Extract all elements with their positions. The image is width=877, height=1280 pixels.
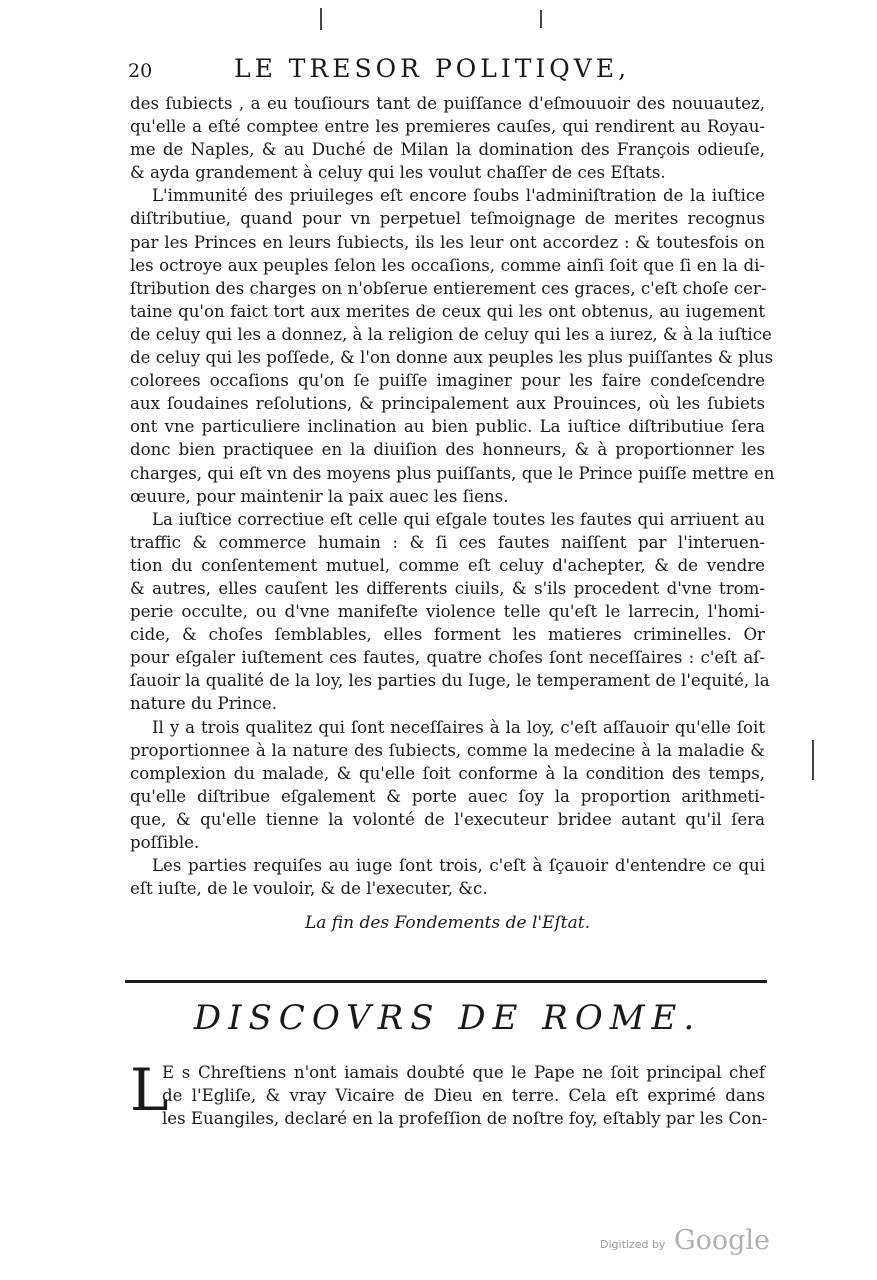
text-line: que, & qu'elle tienne la volonté de l'executeur bridee autant qu'il ſera [130, 809, 765, 829]
text-line: colorees occaſions qu'on ſe puiſſe imaginer pour les faire condeſcendre [130, 371, 765, 391]
section-divider [125, 980, 767, 983]
scan-mark [812, 740, 814, 780]
text-line: pour eſgaler iuſtement ces fautes, quatre choſes ſont neceſſaires : c'eſt aſ- [130, 648, 765, 668]
text-line: les octroye aux peuples ſelon les occaſions, comme ainſi ſoit que ſi en la di- [130, 255, 765, 275]
text-line: cide, & choſes ſemblables, elles forment les matieres criminelles. Or [130, 625, 765, 645]
text-line: diſtributiue, quand pour vn perpetuel teſmoignage de merites recognus [130, 209, 765, 229]
text-line: de celuy qui les a donnez, à la religion de celuy qui les a iurez, & à la iuſtice [130, 324, 772, 344]
text-line: œuure, pour maintenir la paix auec les ſiens. [130, 486, 509, 506]
text-line: traffic & commerce humain : & ſi ces fautes naiſſent par l'interuen- [130, 532, 765, 552]
text-line: La iuſtice correctiue eſt celle qui eſgale toutes les fautes qui arriuent au [152, 509, 765, 529]
google-logo: Google [674, 1225, 770, 1256]
text-line: & ayda grandement à celuy qui les voulut chaſſer de ces Eſtats. [130, 163, 666, 183]
text-line: tion du conſentement mutuel, comme eſt celuy d'achepter, & de vendre [130, 555, 765, 575]
chapter-opening [130, 1056, 768, 1130]
text-line: par les Princes en leurs ſubiects, ils les leur ont accordez : & toutesfois on [130, 232, 765, 252]
text-line: poſſible. [130, 833, 200, 852]
text-line: perie occulte, ou d'vne manifeſte violence telle qu'eſt le larrecin, l'homi- [130, 602, 765, 622]
text-line: charges, qui eſt vn des moyens plus puiſſants, que le Prince puiſſe mettre en [130, 463, 775, 483]
text-line: Les parties requiſes au iuge ſont trois, c'eſt à ſçauoir d'entendre ce qui [152, 856, 765, 876]
text-line: complexion du malade, & qu'elle ſoit conforme à la condition des temps, [130, 763, 765, 783]
text-line: Il y a trois qualitez qui ſont neceſſaires à la loy, c'eſt aſſauoir qu'elle ſoit [152, 717, 765, 737]
running-title: LE TRESOR POLITIQVE, [234, 54, 631, 83]
drop-capital: L [130, 1056, 169, 1124]
text-line: & autres, elles cauſent les differents ciuils, & s'ils procedent d'vne trom- [130, 578, 765, 598]
scan-mark [540, 10, 542, 28]
text-line: ſauoir la qualité de la loy, les parties du Iuge, le temperament de l'equité, la [130, 671, 770, 691]
text-line: aux ſoudaines reſolutions, & principalement aux Prouinces, où les ſubiets [130, 394, 765, 414]
text-line: L'immunité des priuileges eſt encore ſoubs l'adminiſtration de la iuſtice [152, 186, 765, 206]
scan-mark [320, 8, 322, 30]
text-line: les Euangiles, declaré en la profeſſion de noſtre foy, eſtably par les Con- [162, 1109, 768, 1129]
text-line: ont vne particuliere inclination au bien public. La iuſtice diſtributiue ſera [130, 417, 765, 437]
chapter-title: DISCOVRS DE ROME. [193, 998, 702, 1038]
text-line: donc bien practiquee en la diuiſion des honneurs, & à proportionner les [130, 440, 765, 460]
text-line: de l'Egliſe, & vray Vicaire de Dieu en terre. Cela eſt exprimé dans [162, 1086, 765, 1106]
text-line: eſt iuſte, de le vouloir, & de l'executer, &c. [130, 879, 488, 899]
digitized-watermark [600, 1225, 790, 1259]
text-line: qu'elle a eſté comptee entre les premieres cauſes, qui rendirent au Royau- [130, 117, 765, 137]
text-line: des ſubiects , a eu touſiours tant de puiſſance d'eſmouuoir des nouuautez, [130, 94, 765, 113]
page-number: 20 [128, 60, 153, 82]
text-line: taine qu'on faict tort aux merites de ceux qui les ont obtenus, au iugement [130, 301, 765, 321]
text-line: ſtribution des charges on n'obſerue entierement ces graces, c'eſt choſe cer- [130, 278, 767, 298]
text-line: de celuy qui les poſſede, & l'on donne aux peuples les plus puiſſantes & plus [130, 348, 774, 368]
running-head [128, 54, 768, 88]
text-line: me de Naples, & au Duché de Milan la domination des François odieuſe, [130, 140, 765, 160]
text-line: nature du Prince. [130, 694, 278, 714]
section-end-note: La fin des Fondements de l'Eſtat. [304, 913, 591, 933]
text-line: qu'elle diſtribue eſgalement & porte auec ſoy la proportion arithmeti- [130, 786, 765, 806]
main-text [130, 92, 775, 900]
text-line: proportionnee à la nature des ſubiects, comme la medecine à la maladie & [130, 740, 765, 760]
text-line: E s Chreſtiens n'ont iamais doubté que le Pape ne ſoit principal chef [162, 1063, 765, 1082]
digitized-label: Digitized by [600, 1238, 666, 1251]
